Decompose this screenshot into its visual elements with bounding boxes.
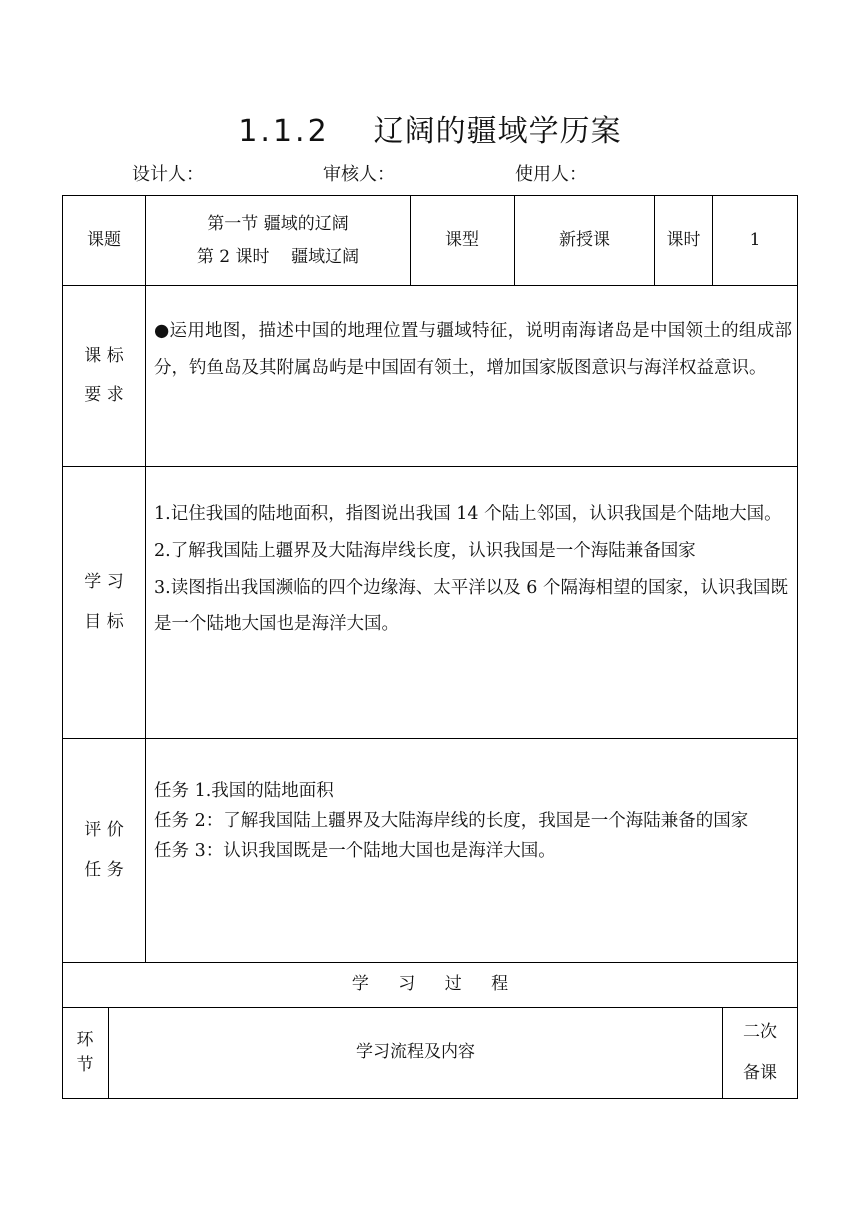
type-label: 课型: [445, 229, 479, 250]
prep-label: [723, 1008, 797, 1098]
tasks-label-line2: 任 务: [84, 859, 124, 880]
reviewer-label: 审核人：: [323, 164, 395, 185]
task-item: 任务 3：认识我国既是一个陆地大国也是海洋大国。: [154, 841, 556, 862]
stage-label: [62, 1008, 108, 1098]
designer-label: 设计人：: [132, 164, 204, 185]
objectives-label-line1: 学 习: [84, 572, 124, 593]
user-label: 使用人：: [515, 164, 587, 185]
objectives-label: [62, 467, 146, 738]
stage-label-line2: 节: [76, 1055, 94, 1075]
objective-item: 3.读图指出我国濒临的四个边缘海、太平洋以及 6 个隔海相望的国家，认识我国既是一个陆地大国也是海洋大国。: [154, 577, 788, 635]
standards-label-line1: 课 标: [84, 345, 124, 366]
tasks-label-line1: 评 价: [84, 820, 124, 841]
hours-label: 课时: [666, 229, 701, 250]
topic-value: [146, 195, 410, 286]
title-number: 1.1.2: [238, 114, 330, 149]
prep-label-line1: 二次: [743, 1022, 777, 1043]
content-label: 学习流程及内容: [356, 1042, 475, 1063]
type-value: 新授课: [559, 229, 610, 250]
topic-section: 第一节 疆域的辽阔: [207, 214, 349, 235]
title-text: 辽阔的疆域学历案: [373, 114, 622, 149]
hours-value: 1: [749, 229, 761, 250]
task-item: 任务 1.我国的陆地面积: [154, 781, 334, 801]
document-title: [0, 106, 860, 150]
objective-item: 1.记住我国的陆地面积，指图说出我国 14 个陆上邻国，认识我国是个陆地大国。: [154, 504, 782, 524]
tasks-list: [154, 776, 792, 866]
topic-period: 第 2 课时 疆域辽阔: [196, 246, 360, 267]
objective-item: 2.了解我国陆上疆界及大陆海岸线长度，认识我国是一个海陆兼备国家: [154, 540, 696, 561]
prep-label-line2: 备课: [743, 1063, 777, 1083]
standards-content: ●运用地图，描述中国的地理位置与疆域特征，说明南海诸岛是中国领土的组成部分，钓鱼岛及其附属岛屿是中国固有领土，增加国家版图意识与海洋权益意识。: [154, 321, 792, 378]
tasks-label: [62, 739, 146, 962]
standards-label-line2: 要 求: [84, 385, 124, 405]
topic-label: 课题: [87, 229, 121, 250]
standards-label: [62, 286, 146, 466]
objectives-list: [154, 496, 792, 643]
task-item: 任务 2：了解我国陆上疆界及大陆海岸线的长度，我国是一个海陆兼备的国家: [154, 811, 749, 832]
objectives-label-line2: 目 标: [84, 611, 124, 632]
process-header: 学 习 过 程: [351, 974, 521, 995]
stage-label-line1: 环: [76, 1030, 94, 1051]
